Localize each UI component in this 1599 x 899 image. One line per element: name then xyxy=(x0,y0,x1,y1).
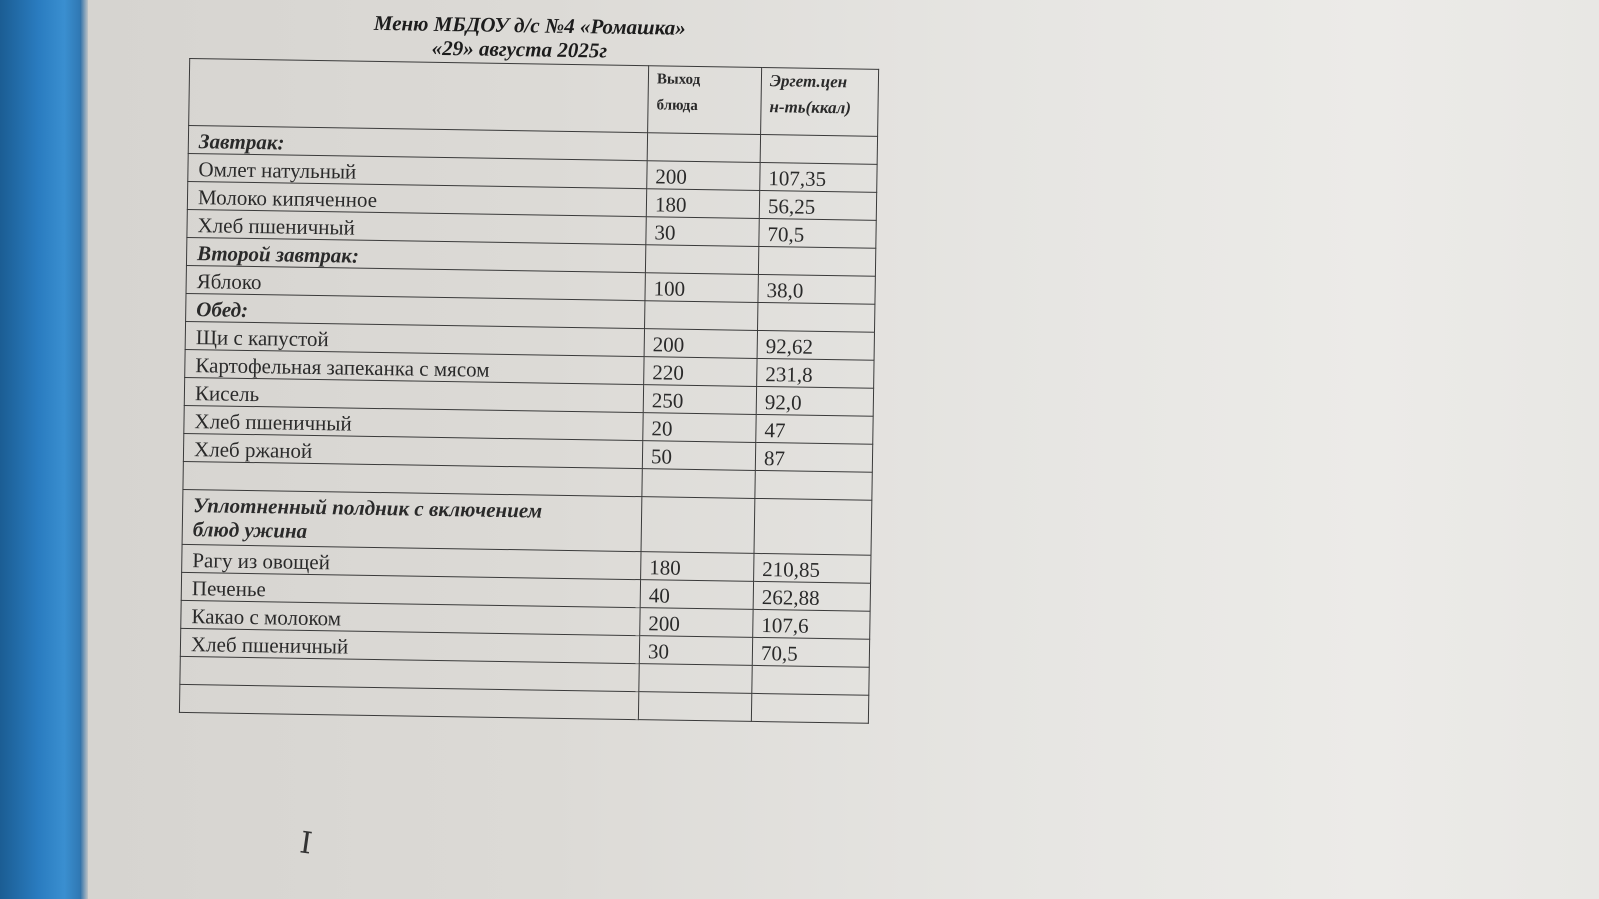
header-kcal-cell[interactable] xyxy=(761,67,879,136)
kcal-cell[interactable]: 87 xyxy=(755,442,872,472)
dish-name-cell[interactable]: Щи с капустой xyxy=(185,321,644,356)
output-cell[interactable]: 30 xyxy=(639,636,752,666)
dish-name-cell[interactable]: Яблоко xyxy=(186,265,645,300)
kcal-cell[interactable]: 56,25 xyxy=(759,190,876,220)
dish-name-cell[interactable]: Второй завтрак: xyxy=(186,237,645,272)
kcal-cell[interactable]: 107,6 xyxy=(753,609,870,639)
kcal-cell[interactable] xyxy=(755,470,872,500)
output-cell[interactable] xyxy=(639,664,752,694)
output-cell[interactable]: 220 xyxy=(644,357,757,387)
table-header-row xyxy=(189,59,879,137)
dish-name-cell[interactable]: Какао с молоком xyxy=(181,600,640,635)
kcal-cell[interactable]: 92,0 xyxy=(756,386,873,416)
dish-name-line1: Уплотненный полдник с включением xyxy=(193,493,543,523)
output-cell[interactable]: 200 xyxy=(647,161,760,191)
dish-name-cell[interactable] xyxy=(182,489,642,551)
kcal-cell[interactable] xyxy=(752,665,869,695)
output-cell[interactable]: 200 xyxy=(644,329,757,359)
kcal-cell[interactable]: 70,5 xyxy=(759,218,876,248)
dish-name-cell[interactable]: Обед: xyxy=(186,293,645,328)
kcal-cell[interactable]: 262,88 xyxy=(753,581,870,611)
output-cell[interactable] xyxy=(642,469,755,499)
kcal-cell[interactable] xyxy=(760,134,877,164)
document-content xyxy=(179,8,890,724)
output-cell[interactable]: 20 xyxy=(643,413,756,443)
header-kcal-line1: Эргет.цен xyxy=(769,71,848,92)
dish-name-cell[interactable]: Рагу из овощей xyxy=(182,544,641,579)
kcal-cell[interactable]: 47 xyxy=(756,414,873,444)
header-output-cell[interactable] xyxy=(648,66,762,135)
dish-name-cell[interactable]: Омлет натульный xyxy=(188,153,647,188)
title-line-2: «29» августа 2025г xyxy=(431,35,608,63)
dish-name-cell[interactable]: Хлеб пшеничный xyxy=(180,628,639,663)
output-cell[interactable]: 50 xyxy=(642,441,755,471)
header-output-line2: блюда xyxy=(656,97,698,114)
output-cell[interactable]: 180 xyxy=(646,189,759,219)
window-sidebar-strip xyxy=(0,0,86,899)
output-cell[interactable]: 100 xyxy=(645,273,758,303)
kcal-cell[interactable] xyxy=(758,302,875,332)
document-title xyxy=(179,8,880,67)
output-cell[interactable] xyxy=(645,301,758,331)
header-name-cell[interactable] xyxy=(189,59,649,133)
output-cell[interactable] xyxy=(645,245,758,275)
dish-name-cell[interactable]: Печенье xyxy=(181,572,640,607)
kcal-cell[interactable]: 70,5 xyxy=(752,637,869,667)
dish-name-cell[interactable]: Хлеб ржаной xyxy=(183,433,642,468)
menu-table xyxy=(179,58,879,724)
kcal-cell[interactable]: 38,0 xyxy=(758,274,875,304)
kcal-cell[interactable]: 107,35 xyxy=(760,162,877,192)
kcal-cell[interactable] xyxy=(754,498,872,555)
header-kcal-line2: н-ть(ккал) xyxy=(769,97,852,118)
text-cursor-icon: I xyxy=(297,825,315,862)
output-cell[interactable] xyxy=(638,692,751,722)
kcal-cell[interactable]: 92,62 xyxy=(757,330,874,360)
dish-name-cell[interactable]: Кисель xyxy=(184,377,643,412)
output-cell[interactable]: 180 xyxy=(641,552,754,582)
output-cell[interactable]: 30 xyxy=(646,217,759,247)
kcal-cell[interactable]: 210,85 xyxy=(754,553,871,583)
header-output-line1: Выход xyxy=(656,71,701,89)
output-cell[interactable] xyxy=(647,133,760,163)
dish-name-cell[interactable]: Хлеб пшеничный xyxy=(187,209,646,244)
kcal-cell[interactable] xyxy=(751,693,868,723)
output-cell[interactable]: 250 xyxy=(643,385,756,415)
output-cell[interactable]: 200 xyxy=(640,608,753,638)
dish-name-cell[interactable]: Завтрак: xyxy=(188,125,647,160)
dish-name-cell[interactable]: Хлеб пшеничный xyxy=(184,405,643,440)
kcal-cell[interactable]: 231,8 xyxy=(757,358,874,388)
dish-name-cell[interactable]: Картофельная запеканка с мясом xyxy=(185,349,644,384)
output-cell[interactable]: 40 xyxy=(640,580,753,610)
title-line-1: Меню МБДОУ д/с №4 «Ромашка» xyxy=(373,10,686,40)
dish-name-cell[interactable]: Молоко кипяченное xyxy=(187,181,646,216)
window-edge xyxy=(80,0,88,899)
dish-name-line2: блюд ужина xyxy=(192,517,308,543)
kcal-cell[interactable] xyxy=(758,246,875,276)
output-cell[interactable] xyxy=(641,497,755,554)
